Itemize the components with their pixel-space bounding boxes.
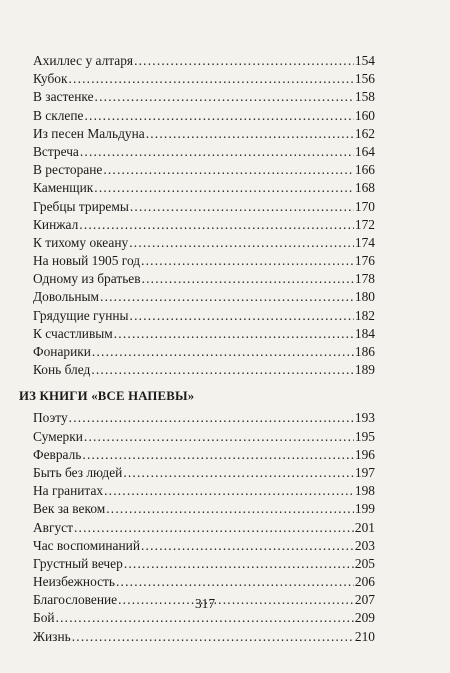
toc-entry	[33, 161, 375, 179]
toc-entry-page: 197	[354, 464, 375, 480]
page-number: 317	[194, 596, 216, 611]
dot-leader	[123, 464, 354, 482]
toc-entry	[33, 52, 375, 70]
dot-leader	[94, 179, 354, 197]
toc-entry	[33, 270, 375, 288]
toc-entry-title: Февраль	[33, 446, 82, 462]
toc-entry-title: Неизбежность	[33, 574, 115, 590]
toc-entry	[33, 537, 375, 555]
toc-entry-title: В склепе	[33, 107, 84, 123]
dot-leader	[134, 52, 354, 70]
toc-entry-title: К счастливым	[33, 325, 113, 341]
toc-entry-page: 162	[354, 125, 375, 141]
toc-entry-title: Бой	[33, 610, 55, 626]
toc-entry-page: 172	[354, 216, 375, 232]
toc-entry-title: В застенке	[33, 89, 94, 105]
toc-entry-title: В ресторане	[33, 162, 103, 178]
toc-entry-page: 160	[354, 107, 375, 123]
toc-entry	[33, 428, 375, 446]
toc-entry-page: 178	[354, 271, 375, 287]
toc-entry-title: Август	[33, 519, 73, 535]
toc-entry-page: 206	[354, 574, 375, 590]
toc-entry	[33, 464, 375, 482]
toc-entry-title: Ахиллес у алтаря	[33, 53, 134, 68]
toc-entry-title: Кинжал	[33, 216, 79, 232]
dot-leader	[124, 555, 354, 573]
toc-entry	[33, 252, 375, 270]
toc-entry-title: Конь блед	[33, 362, 91, 378]
toc-entry	[33, 500, 375, 518]
toc-entry-page: 196	[354, 446, 375, 462]
toc-entry	[33, 88, 375, 106]
toc-entry-title: Благословение	[33, 592, 118, 608]
toc-entry	[33, 361, 375, 379]
toc-entry	[33, 325, 375, 343]
toc-entry	[33, 573, 375, 591]
toc-entry	[33, 234, 375, 252]
section-heading: ИЗ КНИГИ «ВСЕ НАПЕВЫ»	[19, 389, 195, 404]
toc-entry-title: На гранитах	[33, 483, 104, 499]
toc-list-part1	[33, 52, 375, 379]
toc-entry-title: Довольным	[33, 289, 100, 305]
dot-leader	[80, 143, 354, 161]
dot-leader	[72, 628, 354, 646]
toc-entry-page: 164	[354, 143, 375, 159]
dot-leader	[79, 216, 354, 234]
toc-entry-title: Быть без людей	[33, 464, 123, 480]
toc-entry-page: 170	[354, 198, 375, 214]
toc-entry-page: 201	[354, 519, 375, 535]
toc-entry	[33, 446, 375, 464]
toc-entry-page: 182	[354, 307, 375, 323]
toc-entry-title: Поэту	[33, 410, 68, 426]
toc-entry	[33, 125, 375, 143]
toc-entry-page: 166	[354, 162, 375, 178]
toc-entry-page: 209	[354, 610, 375, 626]
toc-entry-title: Жизнь	[33, 628, 71, 644]
toc-entry-title: На новый 1905 год	[33, 253, 141, 269]
dot-leader	[95, 88, 354, 106]
toc-entry-page: 156	[354, 71, 375, 87]
toc-entry-page: 180	[354, 289, 375, 305]
table-of-contents	[19, 52, 375, 646]
toc-entry	[33, 288, 375, 306]
toc-entry-title: К тихому океану	[33, 234, 129, 250]
dot-leader	[82, 446, 354, 464]
dot-leader	[84, 107, 353, 125]
toc-entry	[33, 216, 375, 234]
dot-leader	[129, 234, 354, 252]
toc-entry-title: Встреча	[33, 143, 79, 159]
dot-leader	[130, 307, 354, 325]
toc-entry	[33, 609, 375, 627]
dot-leader	[100, 288, 354, 306]
toc-entry-title: Каменщик	[33, 180, 94, 196]
dot-leader	[68, 70, 353, 88]
toc-entry-title: Фонарики	[33, 344, 91, 359]
toc-entry	[33, 519, 375, 537]
toc-entry	[33, 307, 375, 325]
toc-entry	[33, 555, 375, 573]
toc-entry-page: 198	[354, 483, 375, 499]
toc-entry-title: Век за веком	[33, 501, 106, 517]
dot-leader	[84, 428, 354, 446]
toc-entry	[33, 179, 375, 197]
toc-entry-page: 199	[354, 501, 375, 517]
dot-leader	[142, 270, 354, 288]
toc-entry-page: 193	[354, 410, 375, 426]
dot-leader	[69, 409, 354, 427]
dot-leader	[106, 500, 354, 518]
dot-leader	[116, 573, 354, 591]
toc-entry-title: Сумерки	[33, 428, 83, 444]
toc-entry	[33, 70, 375, 88]
toc-entry-page: 168	[354, 180, 375, 196]
toc-entry-title: Гребцы триремы	[33, 198, 129, 214]
toc-entry-page: 189	[354, 362, 375, 378]
toc-entry-page: 195	[354, 428, 375, 444]
toc-entry-page: 186	[354, 344, 375, 359]
toc-entry-title: Из песен Мальдуна	[33, 125, 145, 141]
toc-entry-page: 174	[354, 234, 375, 250]
toc-entry-title: Одному из братьев	[33, 271, 141, 287]
toc-entry-page: 184	[354, 325, 375, 341]
toc-entry	[33, 628, 375, 646]
dot-leader	[92, 343, 354, 361]
toc-entry-page: 210	[354, 628, 375, 644]
toc-entry-title: Кубок	[33, 71, 68, 87]
dot-leader	[114, 325, 354, 343]
toc-entry	[33, 143, 375, 161]
toc-entry-title: Грядущие гунны	[33, 307, 129, 323]
toc-entry-page: 158	[354, 89, 375, 105]
toc-entry-page: 203	[354, 537, 375, 553]
dot-leader	[104, 482, 354, 500]
toc-entry	[33, 198, 375, 216]
toc-entry	[33, 482, 375, 500]
dot-leader	[146, 125, 354, 143]
toc-entry-page: 154	[354, 53, 375, 68]
toc-entry	[33, 343, 375, 361]
dot-leader	[130, 198, 354, 216]
toc-entry	[33, 409, 375, 427]
dot-leader	[74, 519, 354, 537]
dot-leader	[141, 252, 354, 270]
toc-entry-page: 207	[354, 592, 375, 608]
toc-entry-title: Грустный вечер	[33, 555, 123, 571]
dot-leader	[56, 609, 354, 627]
toc-entry	[33, 107, 375, 125]
dot-leader	[141, 537, 354, 555]
toc-entry-page: 176	[354, 253, 375, 269]
toc-entry-page: 205	[354, 555, 375, 571]
dot-leader	[103, 161, 354, 179]
dot-leader	[91, 361, 354, 379]
toc-entry-title: Час воспоминаний	[33, 537, 140, 553]
